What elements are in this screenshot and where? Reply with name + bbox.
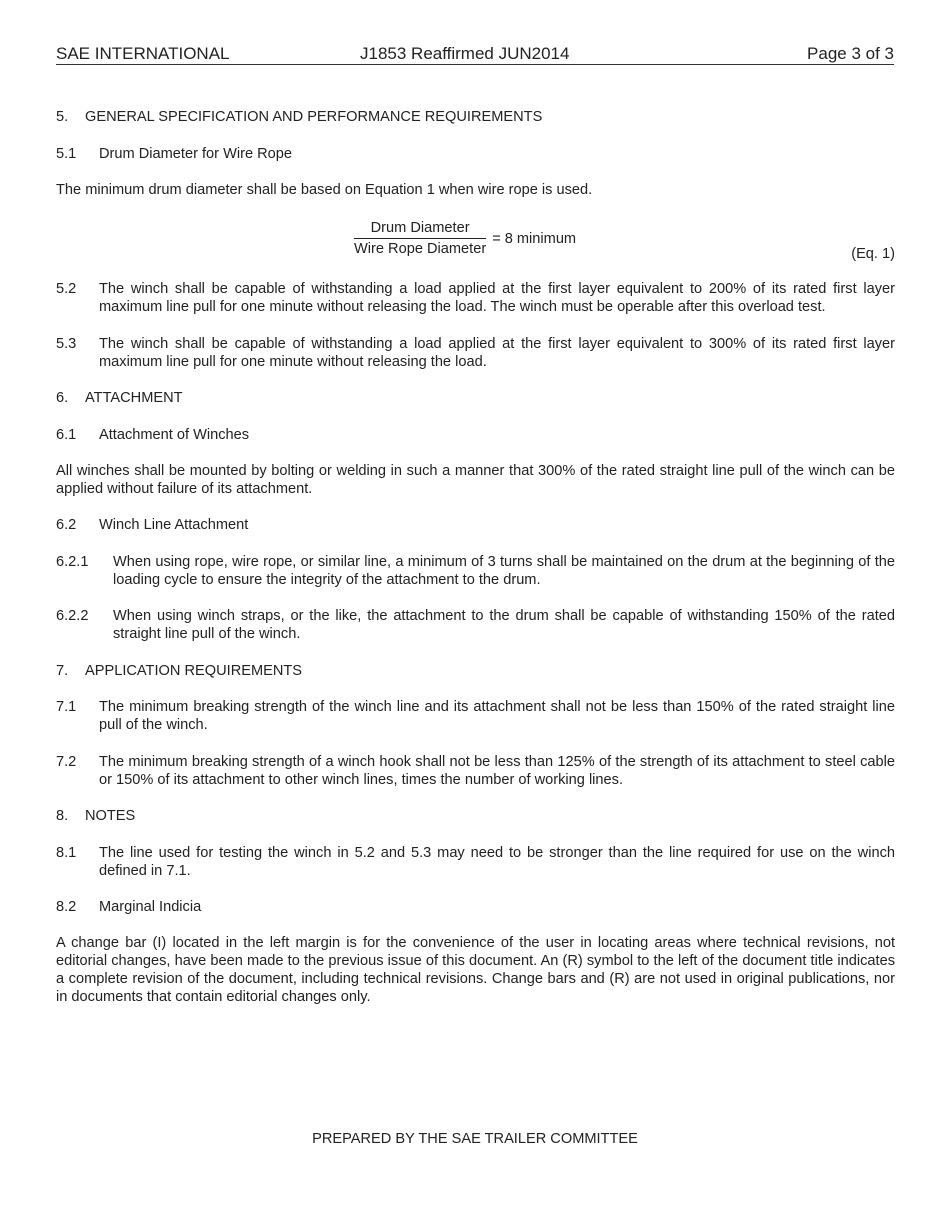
section-title: Marginal Indicia <box>99 899 202 915</box>
section-5-heading <box>56 108 895 126</box>
section-text: The minimum breaking strength of a winch hook shall not be less than 125% of the strength of its attachment to steel cable or 150% of its attachment to other winch lines, times the number of working lines. <box>99 754 895 788</box>
page-footer: PREPARED BY THE SAE TRAILER COMMITTEE <box>312 1131 638 1147</box>
section-number: 7. <box>56 663 69 679</box>
section-6-1-text: All winches shall be mounted by bolting or welding in such a manner that 300% of the rated straight line pull of the winch can be applied without failure of its attachment. <box>56 463 895 497</box>
section-6-heading <box>56 389 895 407</box>
section-6-1-heading <box>56 426 895 444</box>
section-number: 7.2 <box>56 754 77 770</box>
section-title: Winch Line Attachment <box>99 517 249 533</box>
header-document-id: J1853 Reaffirmed JUN2014 <box>360 44 570 63</box>
section-number: 6. <box>56 390 69 406</box>
section-5-1-heading <box>56 145 895 163</box>
equation-fraction <box>354 219 486 258</box>
equation-1 <box>354 219 576 258</box>
equation-operator: = <box>492 230 501 247</box>
section-number: 8.1 <box>56 845 77 861</box>
section-5-3 <box>56 335 895 371</box>
page-header <box>56 44 894 65</box>
section-number: 5.3 <box>56 336 77 352</box>
section-number: 5.1 <box>56 146 77 162</box>
section-number: 6.2.2 <box>56 608 89 624</box>
section-number: 6.2 <box>56 517 77 533</box>
section-title: NOTES <box>85 808 136 824</box>
equation-rhs: 8 minimum <box>504 230 577 247</box>
section-8-1 <box>56 844 895 880</box>
section-7-1 <box>56 698 895 734</box>
section-title: GENERAL SPECIFICATION AND PERFORMANCE REQUIREMENTS <box>85 109 543 125</box>
section-5-2 <box>56 280 895 316</box>
section-number: 5.2 <box>56 281 77 297</box>
section-title: APPLICATION REQUIREMENTS <box>85 663 303 679</box>
section-7-heading <box>56 662 895 680</box>
section-number: 7.1 <box>56 699 77 715</box>
section-6-2-1 <box>56 553 895 589</box>
section-title: Drum Diameter for Wire Rope <box>99 146 293 162</box>
section-text: When using rope, wire rope, or similar line, a minimum of 3 turns shall be maintained on the drum at the beginning of the loading cycle to ensure the integrity of the attachment to the drum. <box>113 554 895 588</box>
section-text: The winch shall be capable of withstanding a load applied at the first layer equivalent to 300% of its rated first layer maximum line pull for one minute without releasing the load. <box>99 336 895 370</box>
section-number: 6.2.1 <box>56 554 89 570</box>
section-title: ATTACHMENT <box>85 390 183 406</box>
section-number: 8. <box>56 808 69 824</box>
equation-numerator: Drum Diameter <box>354 219 486 239</box>
section-number: 6.1 <box>56 427 77 443</box>
equation-label: (Eq. 1) <box>851 246 895 262</box>
section-text: When using winch straps, or the like, the attachment to the drum shall be capable of withstanding 150% of the rated straight line pull of the winch. <box>113 608 895 642</box>
header-organization: SAE INTERNATIONAL <box>56 44 230 63</box>
section-text: The winch shall be capable of withstanding a load applied at the first layer equivalent to 200% of its rated first layer maximum line pull for one minute without releasing the load. The winch must be operable after this overload test. <box>99 281 895 315</box>
section-number: 8.2 <box>56 899 77 915</box>
section-6-2-2 <box>56 607 895 643</box>
section-number: 5. <box>56 109 69 125</box>
section-6-2-heading <box>56 516 895 534</box>
section-7-2 <box>56 753 895 789</box>
section-8-2-text: A change bar (I) located in the left margin is for the convenience of the user in locating areas where technical revisions, not editorial changes, have been made to the previous issue of this document. An (R) symbol to the left of the document title indicates a complete revision of the document, including technical revisions. Change bars and (R) are not used in original publications, nor in documents that contain editorial changes only. <box>56 935 895 1005</box>
header-page-number: Page 3 of 3 <box>807 44 894 63</box>
section-8-2-heading <box>56 898 895 916</box>
section-text: The line used for testing the winch in 5.2 and 5.3 may need to be stronger than the line required for use on the winch defined in 7.1. <box>99 845 895 879</box>
section-5-1-text: The minimum drum diameter shall be based on Equation 1 when wire rope is used. <box>56 182 593 198</box>
section-8-heading <box>56 807 895 825</box>
equation-denominator: Wire Rope Diameter <box>354 241 487 257</box>
section-text: The minimum breaking strength of the winch line and its attachment shall not be less than 150% of the rated straight line pull of the winch. <box>99 699 895 733</box>
section-title: Attachment of Winches <box>99 427 250 443</box>
